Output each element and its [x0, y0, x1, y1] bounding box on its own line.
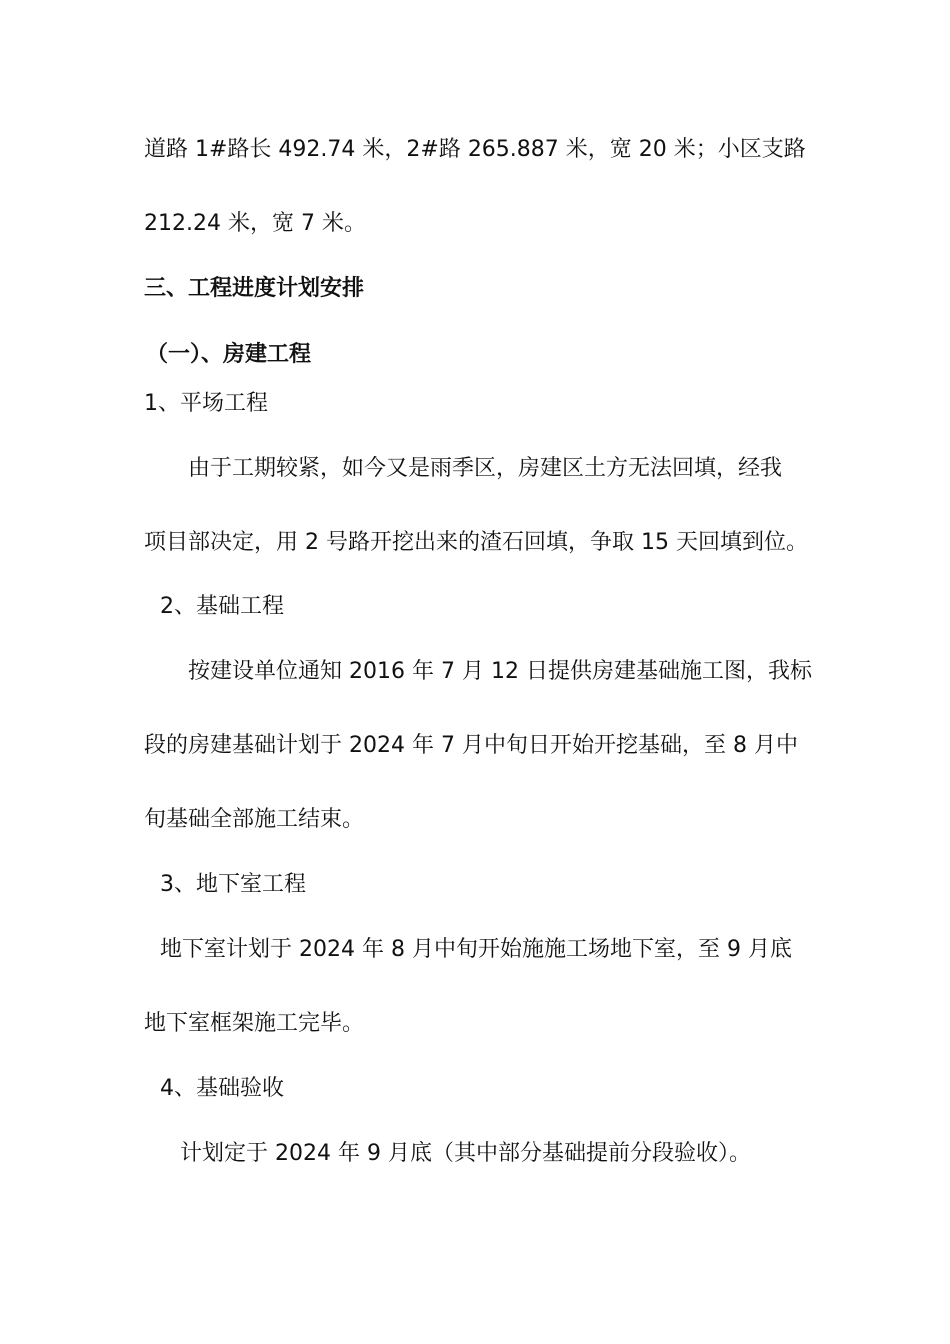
section-heading: 三、工程进度计划安排 — [144, 276, 365, 301]
body-text-line: 212.24 米，宽 7 米。 — [144, 211, 366, 236]
item-heading: 2、基础工程 — [160, 594, 284, 619]
body-text-line: 道路 1#路长 492.74 米，2#路 265.887 米，宽 20 米；小区支路 — [144, 137, 806, 162]
body-text-line: 地下室计划于 2024 年 8 月中旬开始施施工场地下室，至 9 月底 — [160, 937, 792, 962]
item-heading: 4、基础验收 — [160, 1076, 284, 1101]
body-text-line: 计划定于 2024 年 9 月底（其中部分基础提前分段验收）。 — [180, 1141, 751, 1166]
body-text-line: 由于工期较紧，如今又是雨季区，房建区土方无法回填，经我 — [188, 456, 783, 481]
item-heading: 1、平场工程 — [144, 391, 268, 416]
body-text-line: 旬基础全部施工结束。 — [144, 807, 365, 832]
body-text-line: 按建设单位通知 2016 年 7 月 12 日提供房建基础施工图，我标 — [188, 659, 812, 684]
body-text-line: 段的房建基础计划于 2024 年 7 月中旬日开始开挖基础，至 8 月中 — [144, 733, 798, 758]
body-text-line: 项目部决定，用 2 号路开挖出来的渣石回填，争取 15 天回填到位。 — [144, 530, 808, 555]
body-text-line: 地下室框架施工完毕。 — [144, 1011, 365, 1036]
item-heading: 3、地下室工程 — [160, 872, 306, 897]
subsection-heading: （一）、房建工程 — [146, 342, 312, 367]
